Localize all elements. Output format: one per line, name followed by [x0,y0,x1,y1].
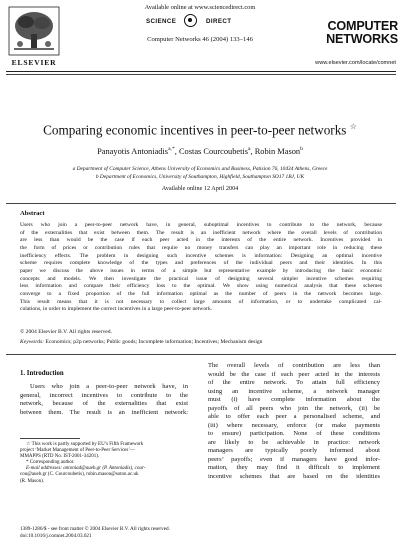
body-line: general, incorrect incentives to contribute to the [20,391,188,399]
author-name: Costas Courcoubetis [178,146,249,156]
body-line: mation, they may find it difficult to implement [208,464,380,471]
journal-brand [300,20,398,46]
doi-line: doi:10.1016/j.comnet.2004.03.021 [20,533,92,539]
body-line: are likely to be achievable in practice: network [208,438,380,446]
affiliation-b: b Department of Economics, University of Southampton, Highfield, Southampton SO17 1BJ, UK [95,174,305,180]
body-line: The overall levels of contribution are less than [208,362,380,369]
body-line: must (i) have complete information about the [208,396,380,403]
body-line: peers’ payoffs; even if managers have good infor- [208,455,380,463]
abstract-line: concepts and models. We then investigate the practical issue of designing several simpler incentive schemes requiring [20,275,382,282]
abstract-line: Users who join a peer-to-peer network have, in general, suboptimal incentives to contribute to the network, because [20,222,382,228]
abstract-rule [6,354,396,355]
sciencedirect-logo-right-word: DIRECT [206,18,232,25]
abstract-line: scheme requires complete knowledge of the types and preferences of the individual peers and their identities. In this [20,260,382,267]
body-line: incentive schemes that are based on the identities [208,472,380,480]
abstract-line: converge to a fixed proportion of the full information optimal as the number of peers in the network becomes large. [20,290,382,297]
author-list: Panayotis Antoniadis$^{a,*}$, Costas Courcoubetis$^a$, Robin Mason$^b$ [97,146,303,156]
journal-url: www.elsevier.com/locate/comnet [315,60,396,66]
journal-brand-line2: NETWORKS [326,32,398,46]
header-rule-thin [6,74,396,75]
abstract-line: This result means that it is not necessary to collect large amounts of information, or to undertake complicated cal- [20,298,382,305]
author-name: Robin Mason [254,146,301,156]
available-online-notice: Available online at www.sciencedirect.com [144,4,256,11]
body-line: of the entire network. To attain full efficiency [208,379,380,386]
header-rule-thick [6,71,396,72]
footnote-rule [20,438,80,439]
abstract-line: culations, in order to implement the correct incentives in a large peer-to-peer network. [20,306,213,313]
journal-reference: Computer Networks 46 (2004) 133–146 [147,36,253,43]
abstract-copyright: © 2004 Elsevier B.V. All rights reserved. [20,329,112,335]
body-line: would be the case if each peer acted in the interests [208,370,380,378]
abstract-line: the form of prices or contribution rules that require no money transfers can play an important role in reducing these [20,244,382,251]
body-line: network, because of the externalities that exist [20,400,188,407]
footnote-line: E-mail addresses: antoniad@aueb.gr (P. Antoniadis), cour- [26,466,146,472]
body-line: managers are typically poorly informed about [208,447,380,454]
keywords [20,339,382,345]
footnotes [20,442,188,485]
bottom-metadata [20,526,170,540]
right-column [208,362,380,481]
journal-brand-line1: COMPUTER [327,19,398,33]
footnote-line: cou@aueb.gr (C. Courcoubetis), robin.mason@soton.ac.uk [20,472,139,478]
body-line: using an incentive scheme, a network manager [208,387,380,395]
abstract-line: are less than would be the case if each peer acted in the interests of the entire network. Incentives provided in [20,237,382,244]
abstract-line: less information and compare their efficiency loss to the optimal. We show using numerical analysis that these schemes [20,283,382,290]
footnote-line: ☆ This work is partly supported by EU’s Fifth Framework [26,442,144,447]
body-line: between them. The result is an inefficient network: [20,408,188,416]
footnote-line: (R. Mason). [20,478,45,484]
title-rule [6,203,396,204]
body-line: Users who join a peer-to-peer network have, in [30,383,188,390]
sciencedirect-circle-icon [184,14,197,27]
sciencedirect-logo [146,14,256,28]
abstract-line: of the externalities that exist between them. The result is an inefficient network where the overall levels of contribution [20,229,382,236]
author-sup: b [300,146,303,152]
abstract-line: paper we discuss the above issues in terms of a simple but representative example by introducing the basic economic [20,267,382,274]
body-line: able to offer each peer a personalised scheme, and [208,413,380,420]
body-line: (iii) where necessary, enforce (or make payments [208,421,380,429]
abstract-body [20,222,382,314]
author-sup: a [248,146,251,152]
article-title [10,122,390,138]
footnote-line: project ‘Market Management of Peer-to-Peer Services’— [20,448,135,454]
section-heading: 1. Introduction [20,370,64,377]
author-sup: a,* [168,146,175,152]
abstract-heading: Abstract [20,210,45,217]
footnote-line: MMAPPS (RTD No. IST-2001-34201). [20,454,100,460]
elsevier-tree-logo-icon [8,6,60,56]
available-online-date: Available online 12 April 2004 [161,185,239,192]
left-column [20,383,188,417]
body-line: to ensure) participation. None of these conditions [208,430,380,437]
affiliation-a: a Department of Computer Science, Athens University of Economics and Business, Patision 76, 10434 Athens, Greece [72,166,328,172]
keywords-label: Keywords: [20,339,45,345]
publisher-name: ELSEVIER [11,58,57,67]
issn-line: 1389-1286/$ - see front matter © 2004 Elsevier B.V. All rights reserved. [20,526,170,532]
author-name: Panayotis Antoniadis [97,146,169,156]
article-title-text: Comparing economic incentives in peer-to-peer networks [43,122,347,138]
body-line: payoffs of all peers who join the network, (ii) be [208,404,380,412]
keywords-list: Economics; p2p networks; Public goods; Incomplete information; Incentives; Mechanism design [45,339,263,345]
footnote-line: * Corresponding author. [26,460,75,466]
title-footnote-mark: ☆ [349,122,357,131]
abstract-line: inefficiency effects. The problem in designing such incentive schemes is information: Designing an optimal incentive [20,252,382,259]
sciencedirect-logo-left-word: SCIENCE [146,18,177,25]
